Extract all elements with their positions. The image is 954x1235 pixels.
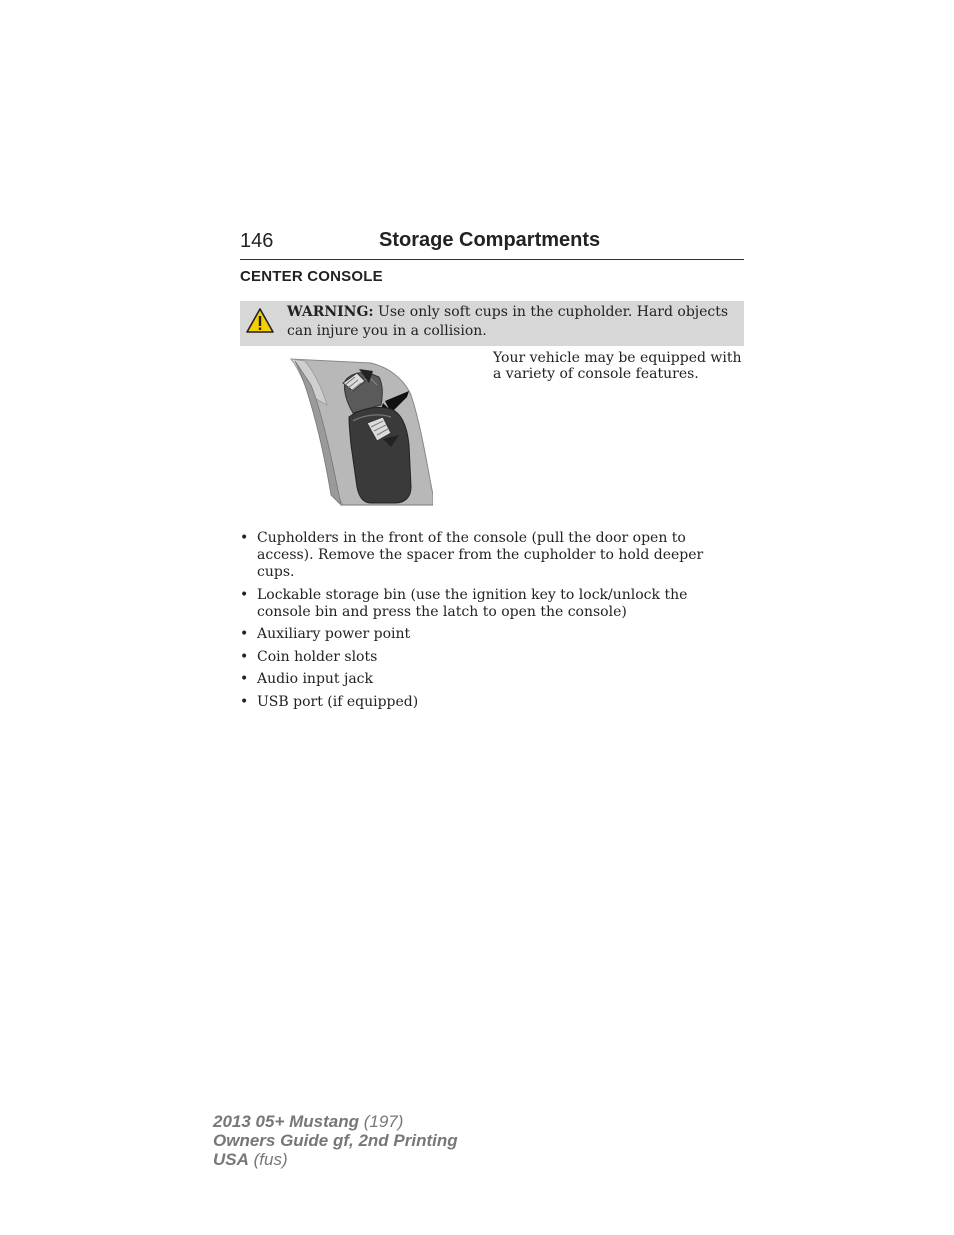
warning-box [240, 301, 744, 346]
list-item [240, 671, 744, 688]
feature-list [240, 530, 744, 716]
warning-label: WARNING: [287, 304, 374, 320]
feature-text: USB port (if equipped) [257, 693, 419, 710]
bullet-icon: • [240, 530, 249, 546]
page-footer [213, 1112, 458, 1169]
feature-text: Audio input jack [257, 671, 374, 687]
page-title: Storage Compartments [379, 229, 601, 251]
bullet-icon: • [240, 671, 249, 687]
list-item [240, 626, 744, 643]
footer-line-1 [213, 1112, 458, 1131]
footer-market-code: (fus) [253, 1150, 288, 1169]
footer-line-2 [213, 1131, 458, 1150]
footer-guide: Owners Guide gf, 2nd Printing [213, 1131, 458, 1150]
feature-text: Auxiliary power point [257, 626, 411, 642]
page-header [240, 228, 744, 260]
list-item [240, 649, 744, 666]
bullet-icon: • [240, 586, 249, 603]
warning-text [287, 303, 732, 341]
footer-line-3 [213, 1150, 458, 1169]
intro-text: Your vehicle may be equipped with a variety of console features. [493, 350, 742, 382]
feature-text: Lockable storage bin (use the ignition key to lock/unlock the console bin and press the latch to open the console) [257, 586, 688, 620]
footer-model: 2013 05+ Mustang [213, 1112, 359, 1131]
bullet-icon: • [240, 648, 249, 665]
warning-body: Use only soft cups in the cupholder. Hard objects can injure you in a collision. [287, 304, 729, 339]
bullet-icon: • [240, 626, 249, 642]
section-heading: CENTER CONSOLE [240, 268, 383, 285]
list-item [240, 530, 744, 581]
list-item [240, 587, 744, 621]
footer-market: USA [213, 1150, 249, 1169]
warning-triangle-icon [245, 307, 275, 334]
list-item [240, 694, 744, 711]
feature-text: Coin holder slots [257, 648, 378, 665]
center-console-illustration [287, 355, 433, 507]
feature-text: Cupholders in the front of the console (pull the door open to access). Remove the spacer from the cupholder to hold deeper cups. [257, 530, 704, 580]
footer-model-code: (197) [363, 1112, 404, 1131]
bullet-icon: • [240, 693, 249, 710]
page-number: 146 [240, 230, 274, 252]
